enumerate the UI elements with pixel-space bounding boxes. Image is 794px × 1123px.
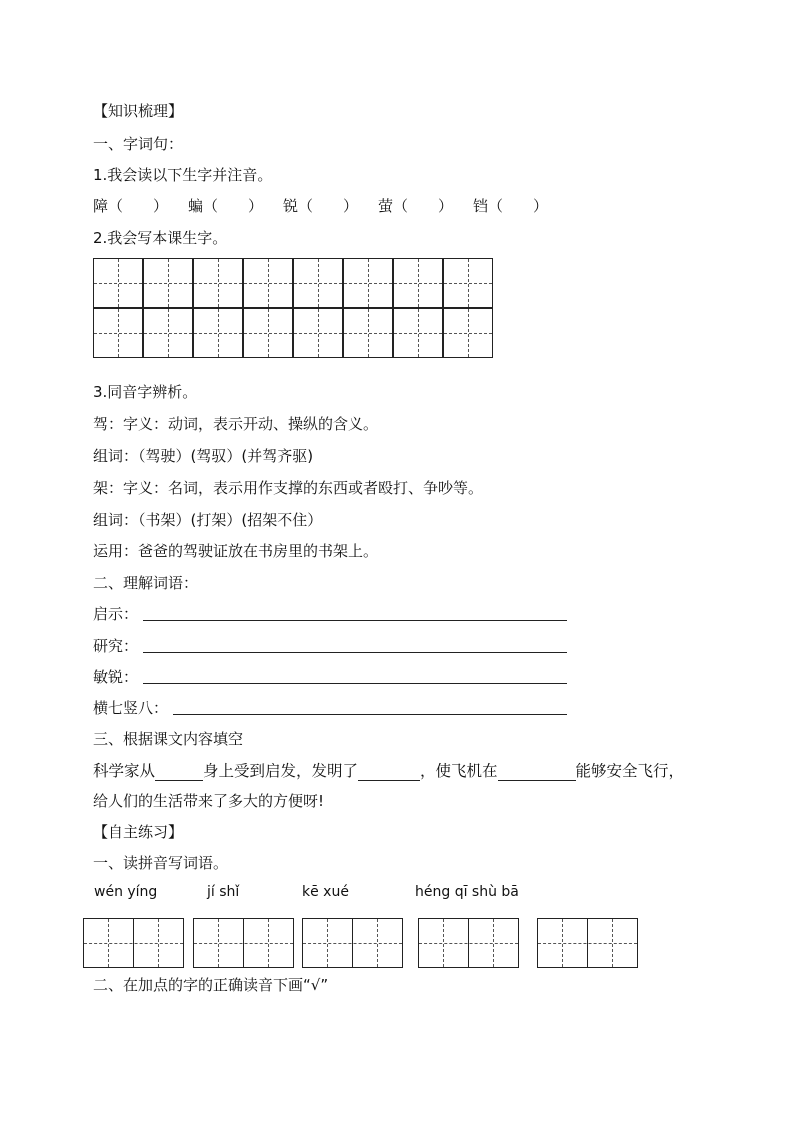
fill-blank[interactable] bbox=[358, 762, 420, 781]
section1-title: 一、字词句： bbox=[93, 135, 184, 153]
answer-box-wenying[interactable] bbox=[83, 918, 184, 968]
term-qishi: 启示： bbox=[93, 605, 139, 623]
section2-title: 二、理解词语： bbox=[93, 574, 199, 592]
usage-sentence: 运用：爸爸的驾驶证放在书房里的书架上。 bbox=[93, 542, 379, 560]
answer-line[interactable] bbox=[143, 620, 567, 621]
writing-cell[interactable] bbox=[293, 258, 343, 308]
writing-cell[interactable] bbox=[343, 308, 393, 358]
q1-title: 1.我会读以下生字并注音。 bbox=[93, 166, 273, 184]
jia1-words: 组词：（驾驶）(驾驭）(并驾齐驱) bbox=[93, 447, 314, 465]
fill-text: 能够安全飞行， bbox=[575, 762, 685, 780]
fill-blank[interactable] bbox=[155, 762, 203, 781]
fill-blank[interactable] bbox=[498, 762, 576, 781]
practice-q2-title: 二、在加点的字的正确读音下画“√” bbox=[93, 976, 329, 994]
answer-line[interactable] bbox=[173, 714, 567, 715]
jia2-words: 组词：（书架）(打架）(招架不住） bbox=[93, 511, 323, 529]
writing-cell[interactable] bbox=[143, 308, 193, 358]
knowledge-heading: 【知识梳理】 bbox=[93, 102, 184, 120]
term-minrui: 敏锐： bbox=[93, 668, 139, 686]
q1-char-row bbox=[93, 196, 548, 216]
writing-cell[interactable] bbox=[393, 308, 443, 358]
answer-box-jishi[interactable] bbox=[193, 918, 294, 968]
practice-heading: 【自主练习】 bbox=[93, 823, 184, 841]
fill-sentence bbox=[93, 761, 684, 781]
q3-title: 3.同音字辨析。 bbox=[93, 383, 198, 401]
answer-box-extra[interactable] bbox=[537, 918, 638, 968]
writing-cell[interactable] bbox=[93, 308, 143, 358]
writing-cell[interactable] bbox=[443, 308, 493, 358]
pinyin-jishi: jí shǐ bbox=[207, 884, 240, 900]
writing-cell[interactable] bbox=[193, 258, 243, 308]
fill-text: 科学家从 bbox=[93, 762, 156, 780]
term-hengqishuba: 横七竖八： bbox=[93, 699, 169, 717]
pinyin-hengqishuba: héng qī shù bā bbox=[415, 884, 519, 900]
jia2-definition: 架：字义：名词，表示用作支撑的东西或者殴打、争吵等。 bbox=[93, 479, 484, 497]
writing-cell[interactable] bbox=[143, 258, 193, 308]
q1-char-item: 障（ ） bbox=[93, 197, 169, 215]
jia1-definition: 驾：字义：动词，表示开动、操纵的含义。 bbox=[93, 415, 379, 433]
answer-line[interactable] bbox=[143, 652, 567, 653]
writing-cell[interactable] bbox=[343, 258, 393, 308]
answer-line[interactable] bbox=[143, 683, 567, 684]
q1-char-item: 萤（ ） bbox=[378, 197, 454, 215]
section3-title: 三、根据课文内容填空 bbox=[93, 730, 244, 748]
q1-char-item: 锐（ ） bbox=[283, 197, 359, 215]
q2-title: 2.我会写本课生字。 bbox=[93, 229, 228, 247]
fill-text: 身上受到启发，发明了 bbox=[203, 762, 359, 780]
writing-cell[interactable] bbox=[393, 258, 443, 308]
writing-cell[interactable] bbox=[293, 308, 343, 358]
writing-cell[interactable] bbox=[93, 258, 143, 308]
answer-box-hengqishuba[interactable] bbox=[418, 918, 519, 968]
practice-q1-title: 一、读拼音写词语。 bbox=[93, 854, 229, 872]
q1-char-item: 蝙（ ） bbox=[188, 197, 264, 215]
pinyin-kexue: kē xué bbox=[302, 884, 349, 900]
writing-grid bbox=[93, 258, 493, 358]
q1-char-item: 铛（ ） bbox=[473, 197, 549, 215]
writing-cell[interactable] bbox=[243, 258, 293, 308]
answer-box-kexue[interactable] bbox=[302, 918, 403, 968]
fill-text: ，使飞机在 bbox=[420, 762, 498, 780]
fill-sentence-line2: 给人们的生活带来了多大的方便呀! bbox=[93, 792, 325, 810]
pinyin-wenying: wén yíng bbox=[94, 884, 158, 900]
writing-cell[interactable] bbox=[443, 258, 493, 308]
term-yanjiu: 研究： bbox=[93, 637, 139, 655]
writing-cell[interactable] bbox=[243, 308, 293, 358]
writing-cell[interactable] bbox=[193, 308, 243, 358]
